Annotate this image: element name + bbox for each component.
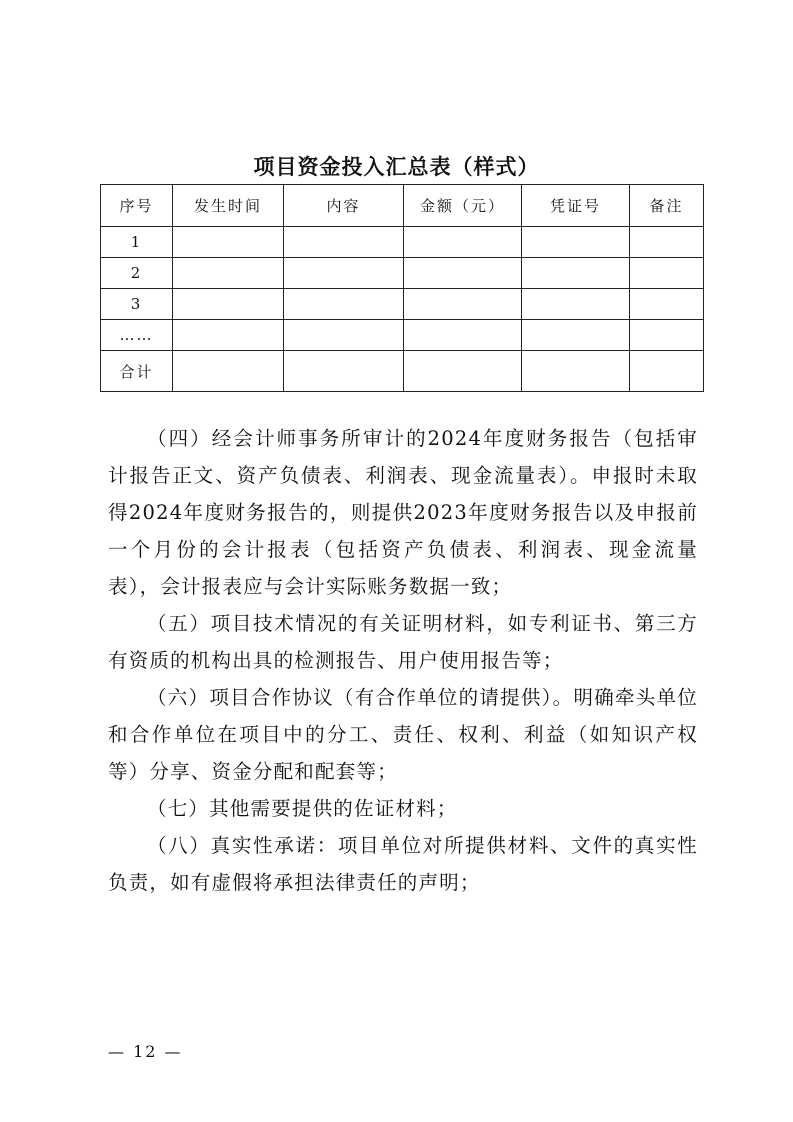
table-cell (630, 351, 704, 392)
paragraph-item-5: （五）项目技术情况的有关证明材料，如专利证书、第三方有资质的机构出具的检测报告、用户使用报告等； (108, 612, 698, 672)
header-content: 内容 (284, 185, 404, 227)
table-cell (284, 289, 404, 320)
table-cell: 3 (101, 289, 173, 320)
paragraph-item-6: （六）项目合作协议（有合作单位的请提供）。明确牵头单位和合作单位在项目中的分工、责任、权利、利益（如知识产权等）分享、资金分配和配套等； (108, 686, 698, 783)
table-title: 项目资金投入汇总表（样式） (253, 155, 540, 179)
table-header-row (101, 185, 704, 227)
table-cell (284, 227, 404, 258)
table-cell (630, 320, 704, 351)
header-amount: 金额（元） (404, 185, 522, 227)
table-cell: 2 (101, 258, 173, 289)
header-date: 发生时间 (173, 185, 284, 227)
table-row (101, 258, 704, 289)
table-cell (522, 289, 630, 320)
table-cell (404, 289, 522, 320)
table-cell (522, 227, 630, 258)
table-cell (522, 320, 630, 351)
table-row (101, 320, 704, 351)
paragraph-item-7: （七）其他需要提供的佐证材料； (147, 797, 458, 820)
table-cell (522, 258, 630, 289)
table-cell (522, 351, 630, 392)
table-row (101, 289, 704, 320)
table-cell (404, 227, 522, 258)
table-cell (173, 289, 284, 320)
page-number: — 12 — (108, 1042, 183, 1061)
table-total-row (101, 351, 704, 392)
table-cell (404, 320, 522, 351)
table-row (101, 227, 704, 258)
table-cell (173, 351, 284, 392)
table-cell (284, 258, 404, 289)
table-cell: …… (101, 320, 173, 351)
header-index: 序号 (101, 185, 173, 227)
total-label: 合计 (101, 351, 173, 392)
table-cell (173, 227, 284, 258)
body-text (108, 420, 698, 901)
table-cell: 1 (101, 227, 173, 258)
table-cell (284, 351, 404, 392)
table-cell (404, 351, 522, 392)
paragraph-item-4: （四）经会计师事务所审计的2024年度财务报告（包括审计报告正文、资产负债表、利润表、现金流量表）。申报时未取得2024年度财务报告的，则提供2023年度财务报告以及申报前一个月份的会计报表（包括资产负债表、利润表、现金流量表），会计报表应与会计实际账务数据一致； (108, 427, 698, 598)
paragraph-item-8: （八）真实性承诺：项目单位对所提供材料、文件的真实性负责，如有虚假将承担法律责任的声明； (108, 834, 698, 894)
table-cell (173, 258, 284, 289)
fund-summary-table (100, 184, 704, 392)
table-cell (630, 227, 704, 258)
header-remarks: 备注 (630, 185, 704, 227)
table-cell (630, 289, 704, 320)
table-cell (173, 320, 284, 351)
header-voucher: 凭证号 (522, 185, 630, 227)
table-cell (404, 258, 522, 289)
table-cell (284, 320, 404, 351)
table-cell (630, 258, 704, 289)
